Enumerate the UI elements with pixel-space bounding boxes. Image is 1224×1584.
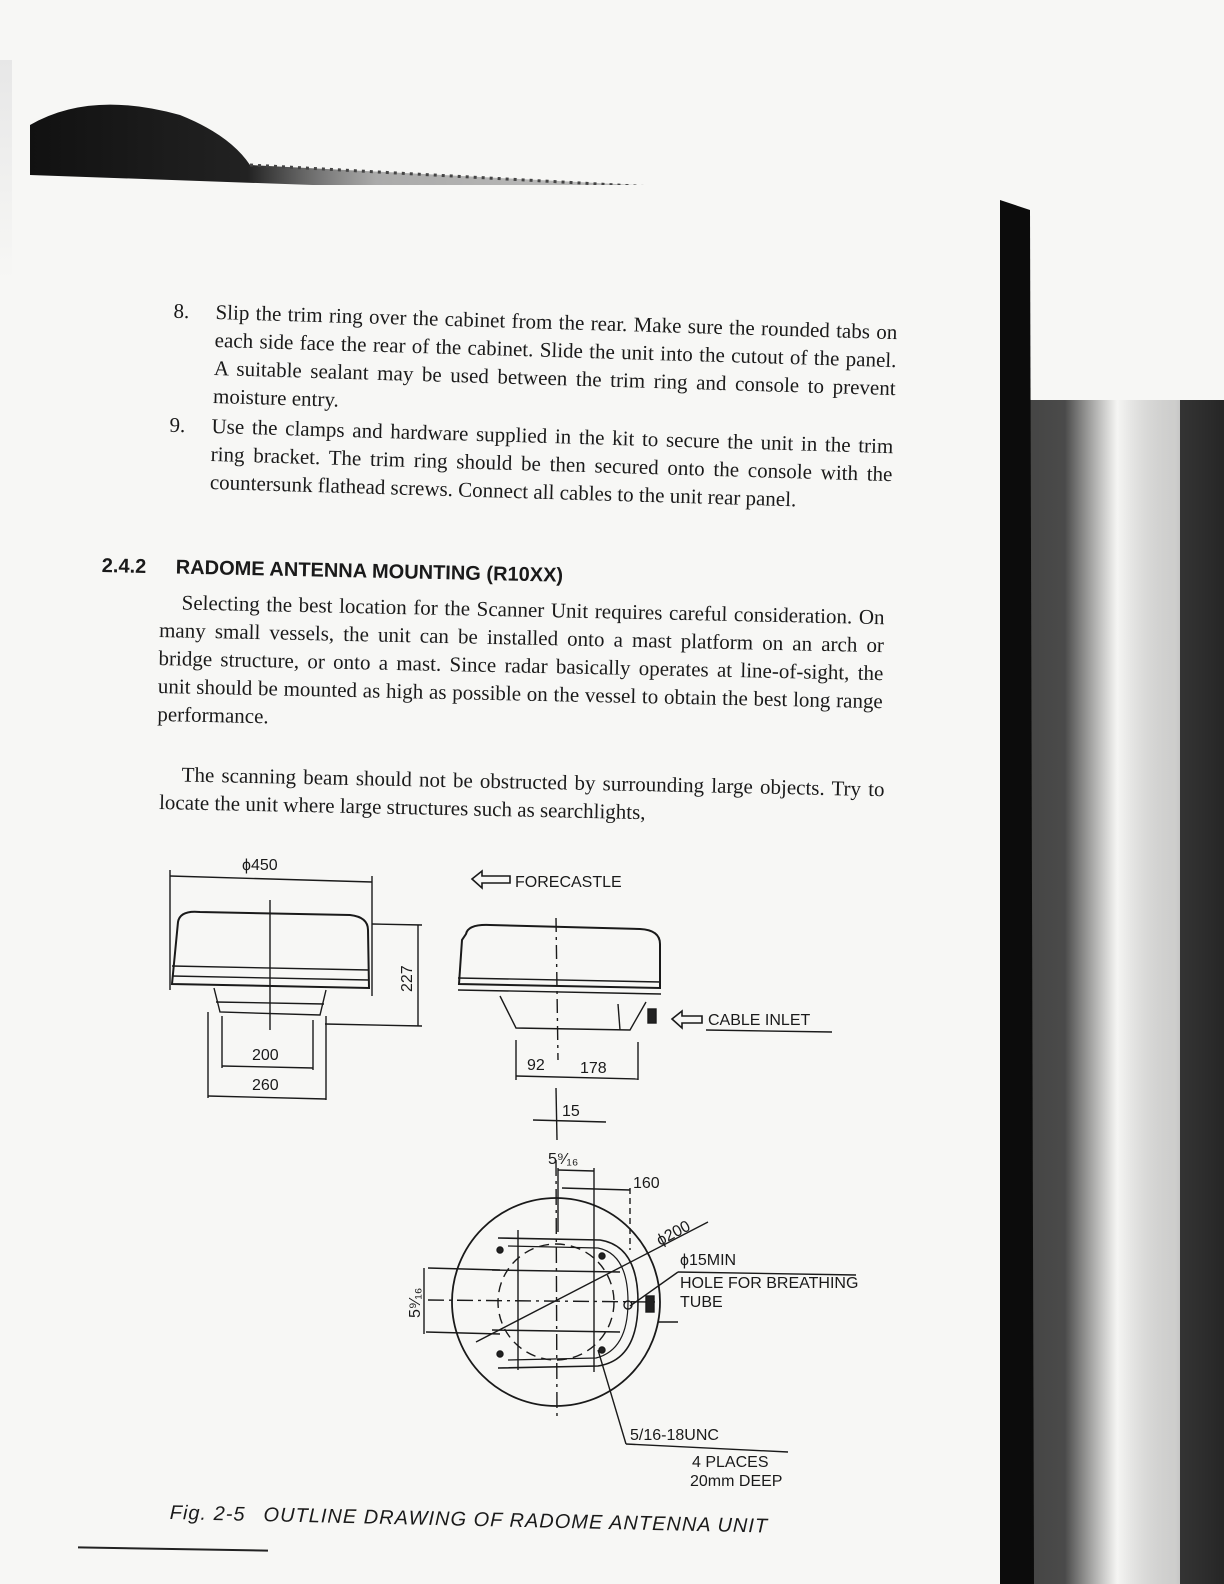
section-number: 2.4.2 <box>101 555 147 578</box>
figure-title: OUTLINE DRAWING OF RADOME ANTENNA UNIT <box>263 1504 769 1538</box>
step-8-number: 8. <box>173 298 190 324</box>
step-9-text: Use the clamps and hardware supplied in the kit to secure the unit in the trim ring bracket. The trim ring should be then secured onto the console with the countersunk flathead screws. Connect all cables to the unit rear panel. <box>209 413 894 512</box>
step-9-number: 9. <box>169 412 186 438</box>
dim-diameter: ϕ450 <box>242 857 278 874</box>
section-paragraph-2: The scanning beam should not be obstructed by surrounding large objects. Try to locate the unit where large structures such as searchlights, <box>158 762 885 825</box>
dim-radius: 160 <box>633 1175 660 1192</box>
figure-number: Fig. 2-5 <box>169 1502 246 1526</box>
section-title: RADOME ANTENNA MOUNTING (R10XX) <box>175 556 564 587</box>
radome-side-view <box>170 870 422 1100</box>
dim-offset-rear: 178 <box>580 1060 607 1077</box>
label-cable-inlet: CABLE INLET <box>708 1012 811 1029</box>
dim-slot-side: 5⁹⁄₁₆ <box>407 1287 424 1318</box>
label-hole-line1: HOLE FOR BREATHING <box>680 1275 859 1292</box>
dim-bolt-circle: ϕ200 <box>653 1217 694 1250</box>
radome-bottom-view <box>424 1160 859 1452</box>
dim-base-inner: 200 <box>252 1047 279 1064</box>
dim-height: 227 <box>399 965 416 992</box>
section-paragraph-1: Selecting the best location for the Scanner Unit requires careful consideration. On many small vessels, the unit can be installed onto a mast platform on an arch or bridge structure, or onto a mast. Since radar basically operates at line-of-sight, the unit should be mounted as high as possible on the vessel to obtain the best long range performance. <box>157 590 885 729</box>
label-depth: 20mm DEEP <box>690 1473 783 1490</box>
dim-slot-top: 5⁹⁄₁₆ <box>548 1151 579 1168</box>
dim-gap: 15 <box>562 1103 580 1120</box>
radome-front-view <box>458 918 661 1140</box>
label-forecastle: FORECASTLE <box>515 874 622 891</box>
label-hole-size: ϕ15MIN <box>680 1252 737 1269</box>
label-hole-line2: TUBE <box>680 1294 723 1311</box>
label-places: 4 PLACES <box>692 1454 769 1471</box>
step-8-text: Slip the trim ring over the cabinet from the rear. Make sure the rounded tabs on each side face the rear of the cabinet. Slide the unit into the cutout of the panel. A suitable sealant may be used between the trim ring and console to prevent moisture entry. <box>212 299 898 412</box>
label-thread: 5/16-18UNC <box>630 1427 719 1444</box>
dim-offset-front: 92 <box>527 1057 545 1074</box>
dim-base-outer: 260 <box>252 1077 279 1094</box>
